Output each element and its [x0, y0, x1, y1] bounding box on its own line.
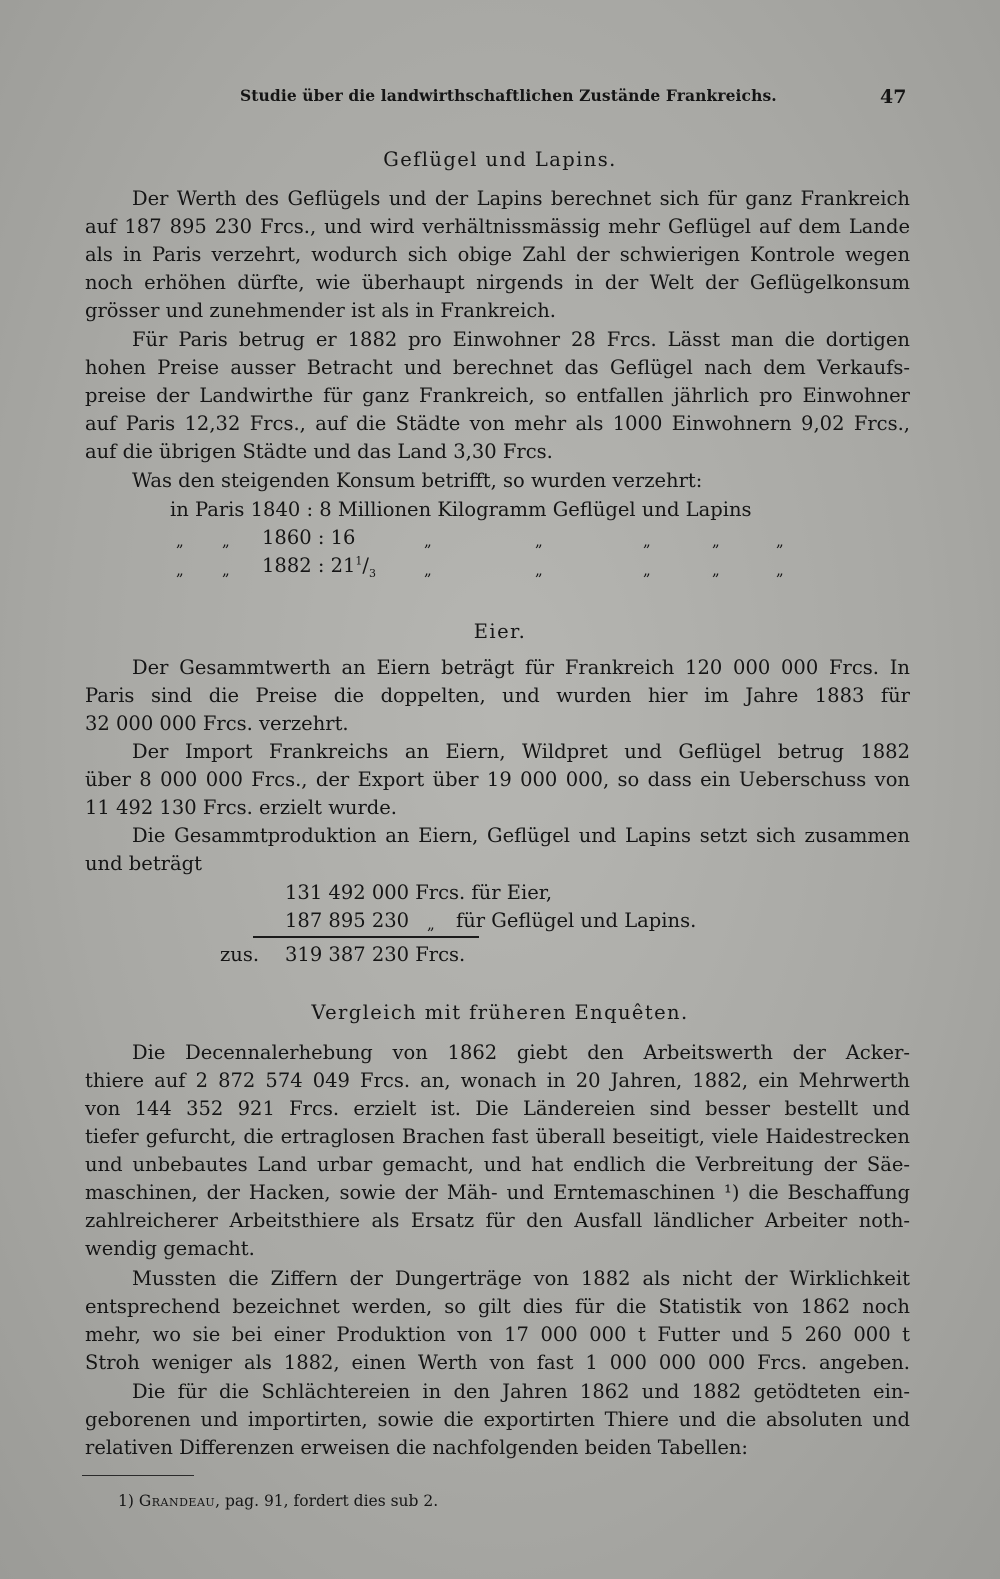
paragraph-line: hohen Preise ausser Betracht und berechnet das Geflügel nach dem Verkaufs-	[85, 356, 910, 379]
sum-total-label: zus.	[220, 943, 260, 966]
ditto-mark: „	[222, 561, 230, 579]
ditto-mark: „	[427, 915, 435, 933]
paragraph-line: Stroh weniger als 1882, einen Werth von fast 1 000 000 000 Frcs. angeben.	[85, 1351, 910, 1374]
paragraph-line: Der Gesammtwerth an Eiern beträgt für Frankreich 120 000 000 Frcs. In	[132, 656, 910, 679]
paragraph-line: 32 000 000 Frcs. verzehrt.	[85, 712, 349, 735]
paragraph-line: thiere auf 2 872 574 049 Frcs. an, wonach in 20 Jahren, 1882, ein Mehrwerth	[85, 1069, 910, 1092]
consumption-year: 1882 : $21^1/_3$	[262, 554, 376, 580]
ditto-mark: „	[176, 532, 184, 550]
paragraph-line: auf Paris 12,32 Frcs., auf die Städte von mehr als 1000 Einwohnern 9,02 Frcs.,	[85, 412, 910, 435]
paragraph-line: Der Import Frankreichs an Eiern, Wildpret und Geflügel betrug 1882	[132, 740, 910, 763]
paragraph-line: maschinen, der Hacken, sowie der Mäh- und Erntemaschinen ¹) die Beschaffung	[85, 1181, 910, 1204]
paragraph-line: noch erhöhen dürfte, wie überhaupt nirgends in der Welt der Geflügelkonsum	[85, 271, 910, 294]
ditto-mark: „	[535, 561, 543, 579]
paragraph-line: als in Paris verzehrt, wodurch sich obige Zahl der schwierigen Kontrole wegen	[85, 243, 910, 266]
sum-label: für Geflügel und Lapins.	[456, 909, 697, 932]
paragraph-line: und unbebautes Land urbar gemacht, und hat endlich die Verbreitung der Säe-	[85, 1153, 910, 1176]
paragraph-line: Mussten die Ziffern der Dungerträge von 1882 als nicht der Wirklichkeit	[132, 1267, 910, 1290]
paragraph-line: 11 492 130 Frcs. erzielt wurde.	[85, 796, 397, 819]
paragraph-line: Für Paris betrug er 1882 pro Einwohner 28 Frcs. Lässt man die dortigen	[132, 328, 910, 351]
ditto-mark: „	[643, 532, 651, 550]
footnote-marker: 1)	[118, 1492, 134, 1510]
paragraph-line: entsprechend bezeichnet werden, so gilt dies für die Statistik von 1862 noch	[85, 1295, 910, 1318]
ditto-mark: „	[424, 561, 432, 579]
section-heading-comparison: Vergleich mit früheren Enquêten.	[311, 1001, 689, 1024]
footnote-rule	[82, 1475, 194, 1476]
paragraph-line: Paris sind die Preise die doppelten, und wurden hier im Jahre 1883 für	[85, 684, 910, 707]
section-heading-eggs: Eier.	[473, 620, 527, 643]
sum-rule	[253, 936, 479, 938]
paragraph-line: Die Gesammtproduktion an Eiern, Geflügel und Lapins setzt sich zusammen	[132, 824, 910, 847]
ditto-mark: „	[712, 561, 720, 579]
sum-amount: 187 895 230	[285, 909, 410, 932]
ditto-mark: „	[643, 561, 651, 579]
paragraph-line: Die Decennalerhebung von 1862 giebt den Arbeitswerth der Acker-	[132, 1041, 910, 1064]
paragraph-line: Der Werth des Geflügels und der Lapins berechnet sich für ganz Frankreich	[132, 187, 910, 210]
paragraph-line: geborenen und importirten, sowie die exportirten Thiere und die absoluten und	[85, 1408, 910, 1431]
ditto-mark: „	[222, 532, 230, 550]
paragraph-line: über 8 000 000 Frcs., der Export über 19 000 000, so dass ein Ueberschuss von	[85, 768, 910, 791]
paragraph-line: grösser und zunehmender ist als in Frankreich.	[85, 299, 557, 322]
paragraph-line: auf 187 895 230 Frcs., und wird verhältnissmässig mehr Geflügel auf dem Lande	[85, 215, 910, 238]
consumption-row-1840: in Paris 1840 : 8 Millionen Kilogramm Geflügel und Lapins	[170, 498, 752, 521]
paragraph-line: zahlreicherer Arbeitsthiere als Ersatz für den Ausfall ländlicher Arbeiter noth-	[85, 1209, 910, 1232]
page-number: 47	[880, 86, 907, 108]
paragraph-line: tiefer gefurcht, die ertraglosen Brachen fast überall beseitigt, viele Haidestrecken	[85, 1125, 910, 1148]
paragraph-line: und beträgt	[85, 852, 202, 875]
footnote-author: Grandeau	[138, 1492, 216, 1510]
paragraph-line: relativen Differenzen erweisen die nachfolgenden beiden Tabellen:	[85, 1436, 748, 1459]
consumption-year: 1860 : 16	[262, 526, 356, 549]
footnote-text: , pag. 91, fordert dies sub 2.	[215, 1492, 439, 1510]
paragraph-line: Was den steigenden Konsum betrifft, so wurden verzehrt:	[132, 469, 703, 492]
paragraph-line: preise der Landwirthe für ganz Frankreich, so entfallen jährlich pro Einwohner	[85, 384, 910, 407]
footnote	[118, 1492, 438, 1510]
sum-row-eggs: 131 492 000 Frcs. für Eier,	[285, 881, 553, 904]
ditto-mark: „	[424, 532, 432, 550]
paragraph-line: von 144 352 921 Frcs. erzielt ist. Die Ländereien sind besser bestellt und	[85, 1097, 910, 1120]
paragraph-line: wendig gemacht.	[85, 1237, 255, 1260]
ditto-mark: „	[176, 561, 184, 579]
ditto-mark: „	[535, 532, 543, 550]
paragraph-line: auf die übrigen Städte und das Land 3,30 Frcs.	[85, 440, 553, 463]
running-title: Studie über die landwirthschaftlichen Zustände Frankreichs.	[240, 86, 777, 105]
paragraph-line: Die für die Schlächtereien in den Jahren 1862 und 1882 getödteten ein-	[132, 1380, 910, 1403]
section-heading-poultry: Geflügel und Lapins.	[383, 148, 617, 171]
ditto-mark: „	[776, 561, 784, 579]
paragraph-line: mehr, wo sie bei einer Produktion von 17 000 000 t Futter und 5 260 000 t	[85, 1323, 910, 1346]
ditto-mark: „	[776, 532, 784, 550]
sum-total: 319 387 230 Frcs.	[285, 943, 466, 966]
ditto-mark: „	[712, 532, 720, 550]
